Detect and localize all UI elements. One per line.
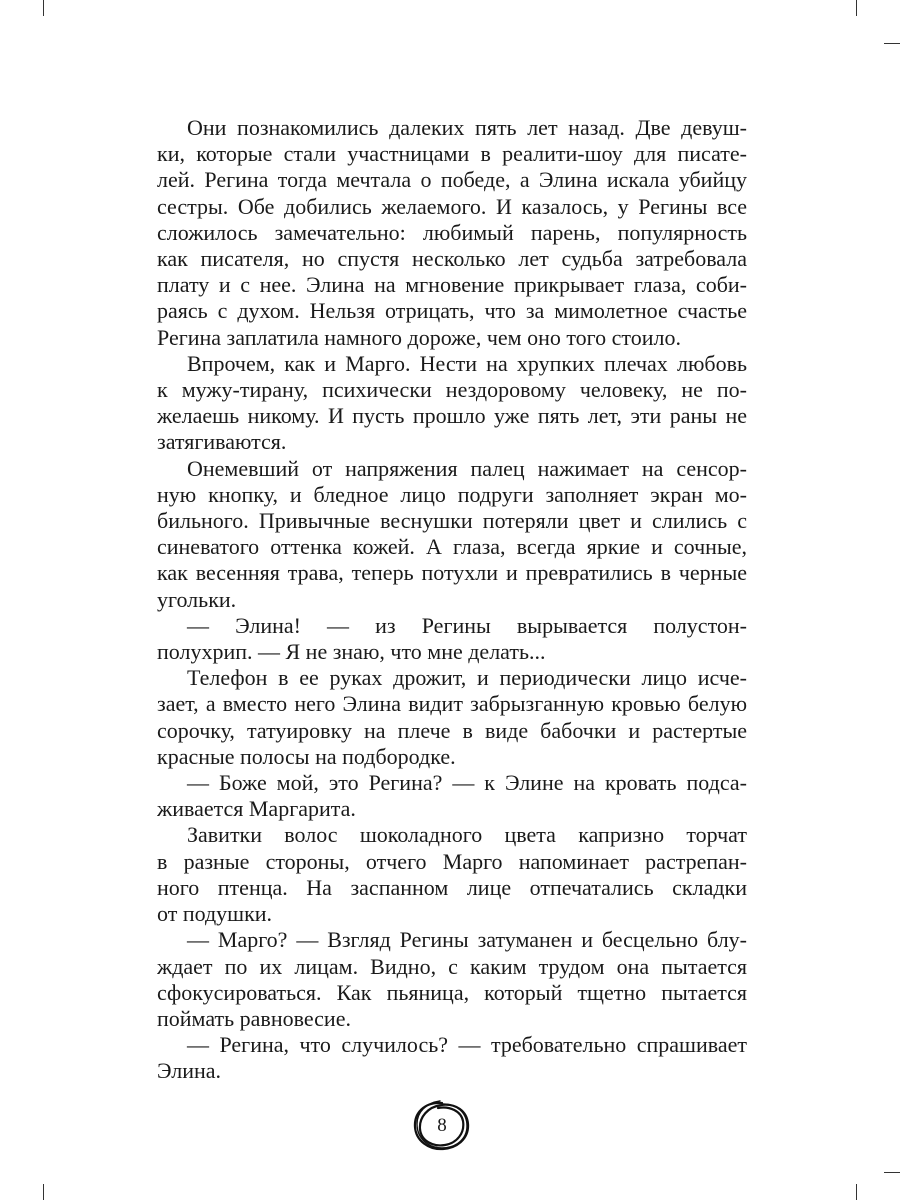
- crop-mark-bottom-left: [43, 1184, 44, 1200]
- text-line: живается Маргарита.: [157, 796, 356, 822]
- crop-mark-right-top: [884, 43, 900, 44]
- text-line: Регина заплатила намного дороже, чем оно того стоило.: [157, 324, 681, 350]
- text-line: синеватого оттенка кожей. А глаза, всегда яркие и сочные,: [157, 534, 747, 560]
- text-line: сложилось замечательно: любимый парень, популярность: [157, 219, 747, 245]
- crop-mark-right-bottom: [884, 1172, 900, 1173]
- page-number: [410, 1098, 474, 1154]
- text-line: Завитки волос шоколадного цвета капризно торчат: [187, 822, 747, 848]
- text-line: от подушки.: [157, 901, 273, 927]
- text-line: ждает по их лицам. Видно, с каким трудом она пытается: [157, 953, 747, 979]
- text-line: Элина.: [157, 1058, 222, 1084]
- crop-mark-top-left: [43, 0, 44, 16]
- text-line: как писателя, но спустя несколько лет судьба затребовала: [157, 246, 747, 272]
- text-line: к мужу-тирану, психически нездоровому человеку, не по-: [157, 377, 747, 403]
- text-line: в разные стороны, отчего Марго напоминает растрепан-: [157, 848, 747, 874]
- text-line: — Элина! — из Регины вырывается полустон-: [187, 612, 747, 638]
- page-number-text: 8: [437, 1115, 447, 1136]
- text-line: затягиваются.: [157, 429, 287, 455]
- text-line: зает, а вместо него Элина видит забрызганную кровью белую: [157, 691, 747, 717]
- text-line: угольки.: [157, 586, 237, 612]
- text-line: сорочку, татуировку на плече в виде бабочки и растертые: [157, 717, 747, 743]
- text-line: желаешь никому. И пусть прошло уже пять лет, эти раны не: [157, 403, 747, 429]
- text-line: как весенняя трава, теперь потухли и превратились в черные: [157, 560, 747, 586]
- text-line: красные полосы на подбородке.: [157, 743, 456, 769]
- text-line: поймать равновесие.: [157, 1005, 351, 1031]
- body-text: [157, 115, 747, 1085]
- text-line: Онемевший от напряжения палец нажимает на сенсор-: [187, 455, 747, 481]
- text-line: ки, которые стали участницами в реалити-шоу для писате-: [157, 141, 747, 167]
- text-line: Они познакомились далеких пять лет назад. Две девуш-: [187, 115, 747, 140]
- text-line: ную кнопку, и бледное лицо подруги заполняет экран мо-: [157, 481, 747, 507]
- text-line: ного птенца. На заспанном лице отпечатались складки: [157, 874, 747, 900]
- text-line: — Марго? — Взгляд Регины затуманен и бесцельно блу-: [187, 927, 747, 953]
- text-line: — Боже мой, это Регина? — к Элине на кровать подса-: [187, 770, 747, 796]
- text-line: раясь с духом. Нельзя отрицать, что за мимолетное счастье: [157, 298, 747, 324]
- text-line: сестры. Обе добились желаемого. И казалось, у Регины все: [157, 193, 747, 219]
- text-line: лей. Регина тогда мечтала о победе, а Элина искала убийцу: [157, 167, 747, 193]
- crop-mark-top-right: [856, 0, 857, 16]
- text-line: сфокусироваться. Как пьяница, который тщетно пытается: [157, 979, 747, 1005]
- text-line: полухрип. — Я не знаю, что мне делать...: [157, 639, 546, 665]
- text-line: Телефон в ее руках дрожит, и периодически лицо исче-: [187, 665, 747, 691]
- text-line: — Регина, что случилось? — требовательно спрашивает: [187, 1032, 747, 1058]
- crop-mark-bottom-right: [856, 1184, 857, 1200]
- text-line: плату и с нее. Элина на мгновение прикрывает глаза, соби-: [157, 272, 747, 298]
- text-line: Впрочем, как и Марго. Нести на хрупких плечах любовь: [187, 350, 747, 376]
- text-line: бильного. Привычные веснушки потеряли цвет и слились с: [157, 508, 747, 534]
